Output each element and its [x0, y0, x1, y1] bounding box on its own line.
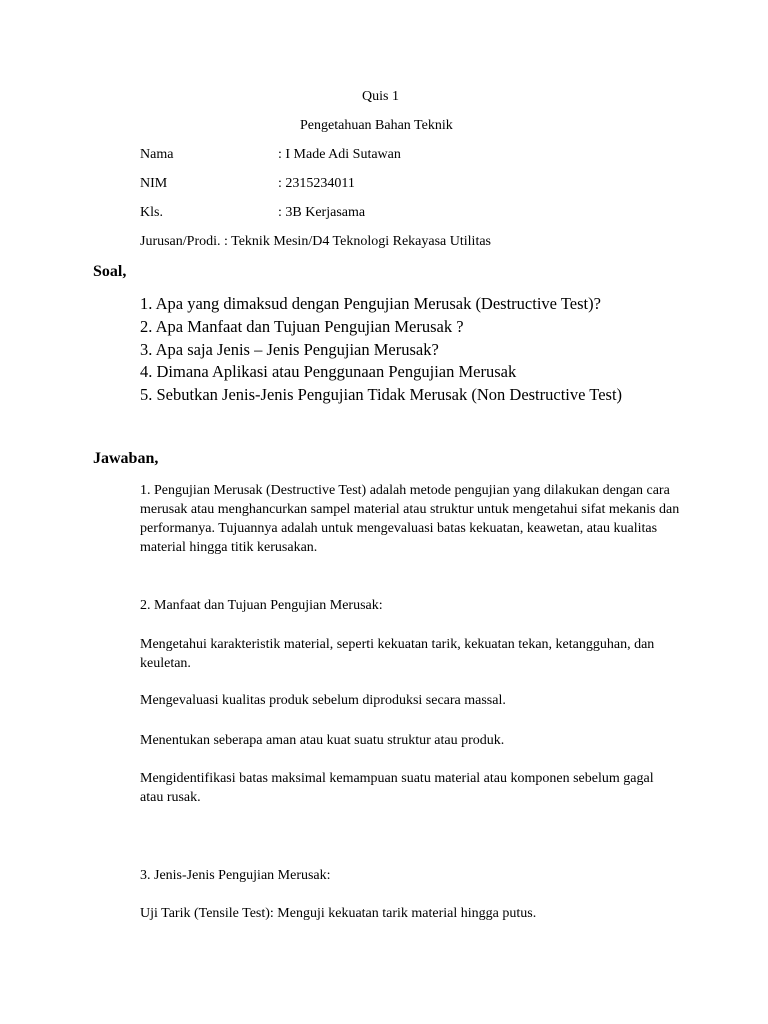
quiz-title: Quis 1 — [362, 89, 399, 104]
answer-2-item: Mengetahui karakteristik material, seperti kekuatan tarik, kekuatan tekan, ketangguhan, dan keuletan. — [140, 637, 655, 671]
kls-value: : 3B Kerjasama — [278, 205, 366, 220]
nama-label: Nama — [140, 147, 174, 162]
question-item: 2. Apa Manfaat dan Tujuan Pengujian Merusak ? — [140, 317, 464, 336]
answer-1-paragraph: 1. Pengujian Merusak (Destructive Test) adalah metode pengujian yang dilakukan dengan cara merusak atau menghancurkan sampel material atau struktur untuk mengetahui sifat mekanis dan performanya. Tujuannya adalah untuk mengevaluasi batas kekuatan, keawetan, atau kualitas material hingga titik kerusakan. — [140, 483, 680, 555]
nama-value: : I Made Adi Sutawan — [278, 147, 401, 162]
nim-label: NIM — [140, 176, 168, 191]
jawaban-heading: Jawaban, — [93, 450, 159, 467]
question-item: 3. Apa saja Jenis – Jenis Pengujian Merusak? — [140, 340, 439, 359]
answer-2-item: Menentukan seberapa aman atau kuat suatu struktur atau produk. — [140, 733, 505, 748]
nim-value: : 2315234011 — [278, 176, 355, 191]
question-item: 1. Apa yang dimaksud dengan Pengujian Merusak (Destructive Test)? — [140, 294, 601, 313]
answer-3-item: Uji Tarik (Tensile Test): Menguji kekuatan tarik material hingga putus. — [140, 906, 537, 921]
course-title: Pengetahuan Bahan Teknik — [300, 118, 453, 133]
soal-heading: Soal, — [93, 263, 127, 280]
answer-2-title: 2. Manfaat dan Tujuan Pengujian Merusak: — [140, 598, 383, 613]
question-item: 4. Dimana Aplikasi atau Penggunaan Pengujian Merusak — [140, 362, 517, 381]
answer-2-item: Mengevaluasi kualitas produk sebelum diproduksi secara massal. — [140, 693, 506, 708]
question-item: 5. Sebutkan Jenis-Jenis Pengujian Tidak Merusak (Non Destructive Test) — [140, 385, 623, 404]
answer-2-item: Mengidentifikasi batas maksimal kemampuan suatu material atau komponen sebelum gagal atau rusak. — [140, 771, 654, 805]
jurusan-line: Jurusan/Prodi. : Teknik Mesin/D4 Teknologi Rekayasa Utilitas — [140, 234, 491, 249]
answer-3-title: 3. Jenis-Jenis Pengujian Merusak: — [140, 868, 331, 883]
kls-label: Kls. — [140, 205, 163, 220]
